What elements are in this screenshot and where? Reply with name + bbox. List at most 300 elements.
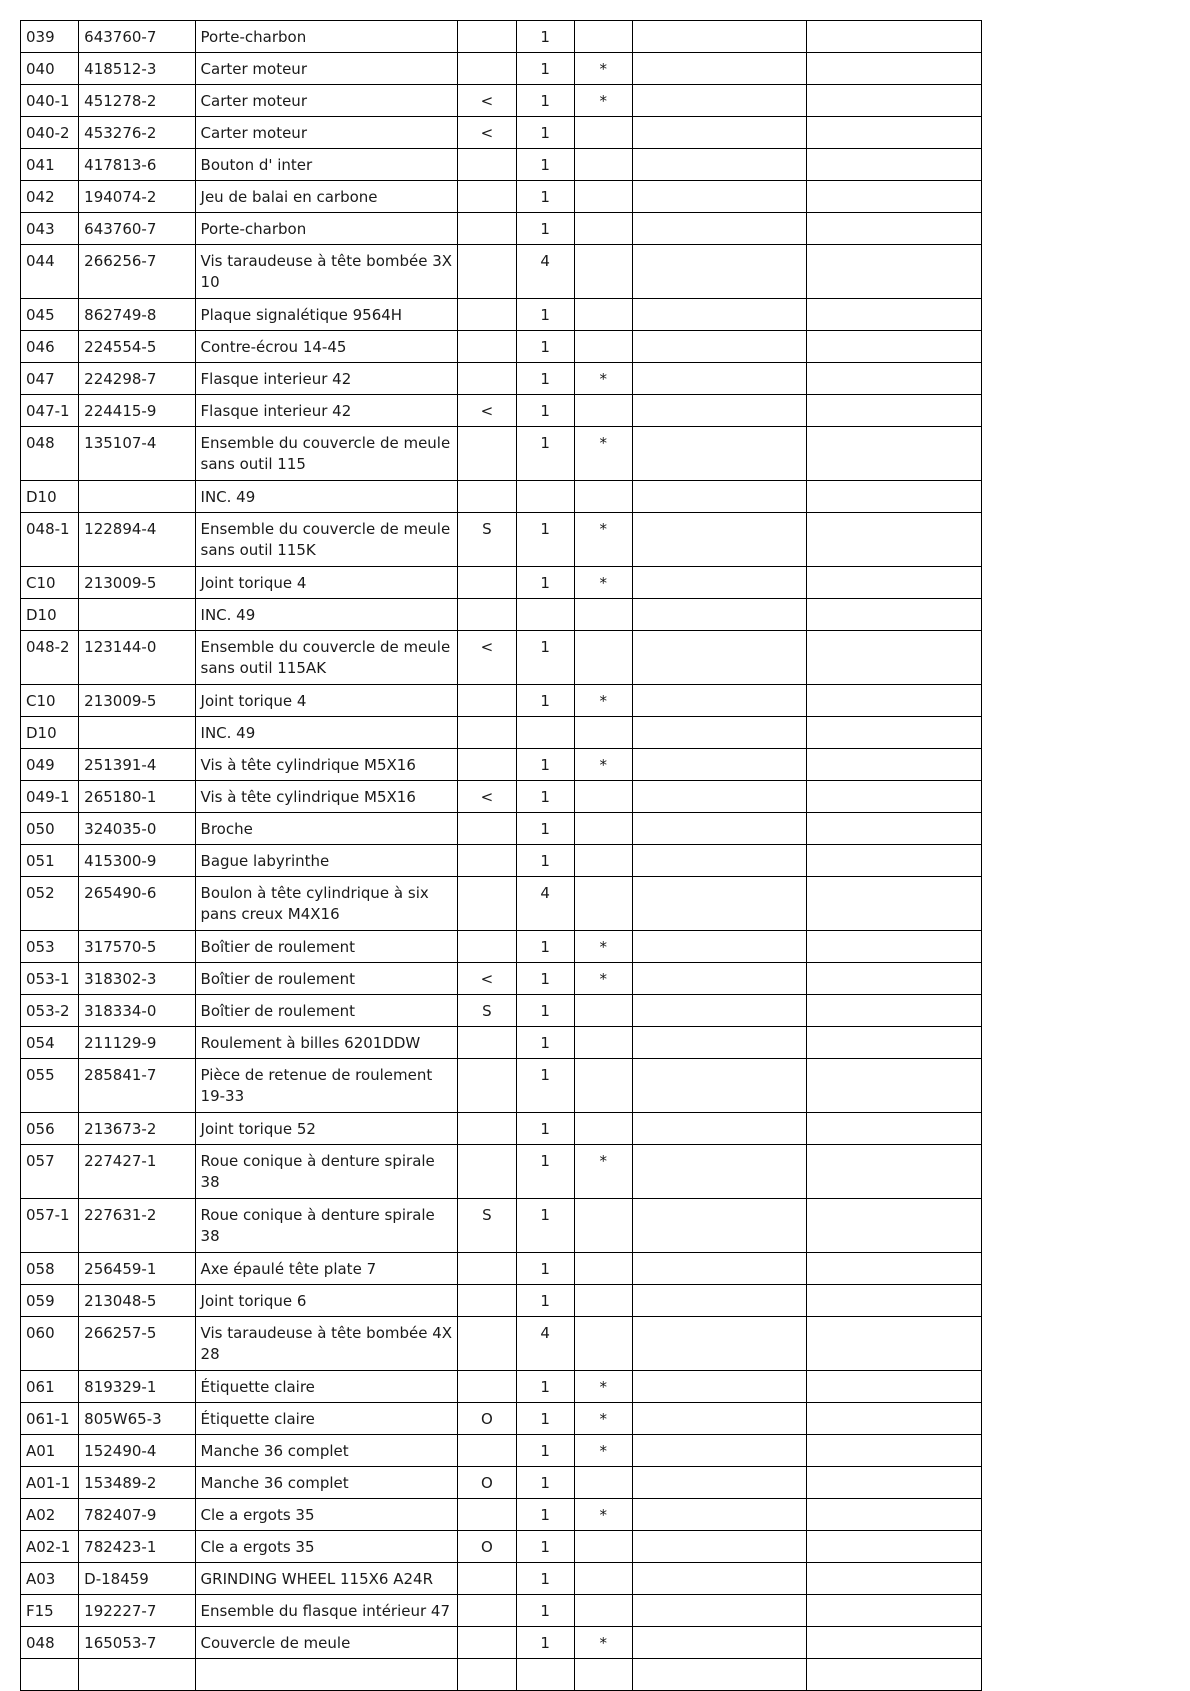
part-number-cell: 862749-8 [79, 299, 195, 331]
quantity-cell: 1 [516, 1253, 574, 1285]
flag-cell [574, 481, 632, 513]
part-number-cell: 165053-7 [79, 1627, 195, 1659]
remarks-cell [807, 363, 982, 395]
notes-cell [632, 1403, 807, 1435]
remarks-cell [807, 1317, 982, 1371]
mark-cell [458, 1145, 516, 1199]
notes-cell [632, 1145, 807, 1199]
part-number-cell: 805W65-3 [79, 1403, 195, 1435]
item-number-cell: 050 [21, 813, 79, 845]
part-number-cell: 227427-1 [79, 1145, 195, 1199]
table-row [21, 1499, 982, 1531]
quantity-cell: 1 [516, 631, 574, 685]
remarks-cell [807, 1467, 982, 1499]
mark-cell: < [458, 395, 516, 427]
description-cell: Axe épaulé tête plate 7 [195, 1253, 458, 1285]
part-number-cell: 266256-7 [79, 245, 195, 299]
flag-cell: * [574, 363, 632, 395]
table-row [21, 85, 982, 117]
part-number-cell [79, 1659, 195, 1691]
flag-cell: * [574, 1627, 632, 1659]
description-cell: Joint torique 6 [195, 1285, 458, 1317]
notes-cell [632, 685, 807, 717]
remarks-cell [807, 1027, 982, 1059]
quantity-cell: 1 [516, 1403, 574, 1435]
notes-cell [632, 599, 807, 631]
quantity-cell: 1 [516, 85, 574, 117]
table-row [21, 1627, 982, 1659]
remarks-cell [807, 1285, 982, 1317]
remarks-cell [807, 685, 982, 717]
description-cell: Cle a ergots 35 [195, 1499, 458, 1531]
remarks-cell [807, 1113, 982, 1145]
part-number-cell: 213009-5 [79, 567, 195, 599]
notes-cell [632, 813, 807, 845]
quantity-cell: 1 [516, 363, 574, 395]
notes-cell [632, 1563, 807, 1595]
quantity-cell: 1 [516, 1059, 574, 1113]
notes-cell [632, 117, 807, 149]
description-cell: Boulon à tête cylindrique à six pans creux M4X16 [195, 877, 458, 931]
description-cell: Couvercle de meule [195, 1627, 458, 1659]
mark-cell: S [458, 1199, 516, 1253]
remarks-cell [807, 299, 982, 331]
description-cell: Roulement à billes 6201DDW [195, 1027, 458, 1059]
notes-cell [632, 1499, 807, 1531]
notes-cell [632, 1659, 807, 1691]
table-row [21, 181, 982, 213]
table-row [21, 1113, 982, 1145]
notes-cell [632, 1595, 807, 1627]
table-row [21, 685, 982, 717]
flag-cell [574, 1027, 632, 1059]
flag-cell: * [574, 963, 632, 995]
item-number-cell: 040-2 [21, 117, 79, 149]
notes-cell [632, 1027, 807, 1059]
flag-cell [574, 149, 632, 181]
table-row [21, 299, 982, 331]
notes-cell [632, 963, 807, 995]
quantity-cell: 1 [516, 685, 574, 717]
mark-cell [458, 213, 516, 245]
mark-cell [458, 1371, 516, 1403]
flag-cell [574, 1199, 632, 1253]
notes-cell [632, 181, 807, 213]
description-cell: Roue conique à denture spirale 38 [195, 1145, 458, 1199]
table-row [21, 331, 982, 363]
flag-cell [574, 845, 632, 877]
remarks-cell [807, 749, 982, 781]
item-number-cell: 060 [21, 1317, 79, 1371]
quantity-cell: 1 [516, 1563, 574, 1595]
item-number-cell: A01 [21, 1435, 79, 1467]
flag-cell [574, 395, 632, 427]
item-number-cell: 053-2 [21, 995, 79, 1027]
item-number-cell: D10 [21, 717, 79, 749]
description-cell: Porte-charbon [195, 21, 458, 53]
mark-cell [458, 1059, 516, 1113]
description-cell: Joint torique 52 [195, 1113, 458, 1145]
remarks-cell [807, 599, 982, 631]
table-row [21, 53, 982, 85]
remarks-cell [807, 245, 982, 299]
notes-cell [632, 1253, 807, 1285]
flag-cell: * [574, 1371, 632, 1403]
table-row [21, 631, 982, 685]
flag-cell [574, 995, 632, 1027]
remarks-cell [807, 331, 982, 363]
notes-cell [632, 427, 807, 481]
quantity-cell: 1 [516, 781, 574, 813]
quantity-cell: 1 [516, 567, 574, 599]
mark-cell [458, 299, 516, 331]
mark-cell: O [458, 1531, 516, 1563]
item-number-cell: A02-1 [21, 1531, 79, 1563]
part-number-cell: 451278-2 [79, 85, 195, 117]
remarks-cell [807, 1371, 982, 1403]
flag-cell [574, 1113, 632, 1145]
description-cell: Bague labyrinthe [195, 845, 458, 877]
description-cell: Flasque interieur 42 [195, 363, 458, 395]
table-row [21, 1371, 982, 1403]
part-number-cell: 265180-1 [79, 781, 195, 813]
description-cell: Étiquette claire [195, 1371, 458, 1403]
flag-cell: * [574, 1145, 632, 1199]
description-cell: Vis taraudeuse à tête bombée 4X 28 [195, 1317, 458, 1371]
part-number-cell: 227631-2 [79, 1199, 195, 1253]
table-row [21, 1317, 982, 1371]
quantity-cell: 1 [516, 749, 574, 781]
quantity-cell: 1 [516, 1371, 574, 1403]
remarks-cell [807, 1145, 982, 1199]
flag-cell: * [574, 513, 632, 567]
part-number-cell: 317570-5 [79, 931, 195, 963]
description-cell: Bouton d' inter [195, 149, 458, 181]
item-number-cell: 051 [21, 845, 79, 877]
notes-cell [632, 717, 807, 749]
item-number-cell: 061 [21, 1371, 79, 1403]
table-row [21, 1563, 982, 1595]
description-cell: Ensemble du flasque intérieur 47 [195, 1595, 458, 1627]
quantity-cell: 1 [516, 1113, 574, 1145]
mark-cell [458, 599, 516, 631]
description-cell: Ensemble du couvercle de meule sans outil 115 [195, 427, 458, 481]
description-cell: Flasque interieur 42 [195, 395, 458, 427]
part-number-cell: 318334-0 [79, 995, 195, 1027]
notes-cell [632, 1467, 807, 1499]
quantity-cell: 1 [516, 395, 574, 427]
quantity-cell: 1 [516, 1435, 574, 1467]
description-cell: Manche 36 complet [195, 1435, 458, 1467]
parts-list-page [20, 20, 982, 1691]
table-row [21, 1659, 982, 1691]
notes-cell [632, 781, 807, 813]
item-number-cell: 057-1 [21, 1199, 79, 1253]
table-row [21, 363, 982, 395]
item-number-cell: 041 [21, 149, 79, 181]
notes-cell [632, 21, 807, 53]
part-number-cell: 266257-5 [79, 1317, 195, 1371]
item-number-cell: 053 [21, 931, 79, 963]
remarks-cell [807, 567, 982, 599]
flag-cell [574, 21, 632, 53]
table-row [21, 149, 982, 181]
description-cell: Ensemble du couvercle de meule sans outil 115AK [195, 631, 458, 685]
notes-cell [632, 1371, 807, 1403]
notes-cell [632, 53, 807, 85]
quantity-cell: 1 [516, 1027, 574, 1059]
part-number-cell: 213009-5 [79, 685, 195, 717]
item-number-cell: 048-1 [21, 513, 79, 567]
item-number-cell: D10 [21, 599, 79, 631]
mark-cell [458, 1595, 516, 1627]
part-number-cell: 643760-7 [79, 213, 195, 245]
item-number-cell: 045 [21, 299, 79, 331]
flag-cell [574, 781, 632, 813]
quantity-cell: 1 [516, 963, 574, 995]
item-number-cell: 057 [21, 1145, 79, 1199]
flag-cell [574, 1659, 632, 1691]
flag-cell [574, 1563, 632, 1595]
notes-cell [632, 1531, 807, 1563]
quantity-cell: 1 [516, 21, 574, 53]
notes-cell [632, 877, 807, 931]
description-cell: Porte-charbon [195, 213, 458, 245]
table-row [21, 21, 982, 53]
item-number-cell: 049-1 [21, 781, 79, 813]
mark-cell [458, 567, 516, 599]
table-row [21, 1595, 982, 1627]
quantity-cell: 1 [516, 117, 574, 149]
remarks-cell [807, 813, 982, 845]
description-cell: Pièce de retenue de roulement 19-33 [195, 1059, 458, 1113]
table-row [21, 813, 982, 845]
mark-cell [458, 1627, 516, 1659]
remarks-cell [807, 149, 982, 181]
mark-cell [458, 1435, 516, 1467]
flag-cell: * [574, 1499, 632, 1531]
remarks-cell [807, 85, 982, 117]
item-number-cell: D10 [21, 481, 79, 513]
part-number-cell: 224298-7 [79, 363, 195, 395]
flag-cell [574, 813, 632, 845]
flag-cell [574, 1531, 632, 1563]
table-row [21, 1531, 982, 1563]
part-number-cell: 265490-6 [79, 877, 195, 931]
mark-cell [458, 427, 516, 481]
quantity-cell: 1 [516, 995, 574, 1027]
quantity-cell: 1 [516, 1627, 574, 1659]
mark-cell: < [458, 631, 516, 685]
flag-cell [574, 1317, 632, 1371]
item-number-cell: 054 [21, 1027, 79, 1059]
description-cell: Roue conique à denture spirale 38 [195, 1199, 458, 1253]
description-cell: Vis à tête cylindrique M5X16 [195, 781, 458, 813]
mark-cell: S [458, 995, 516, 1027]
item-number-cell: 048 [21, 1627, 79, 1659]
table-row [21, 117, 982, 149]
remarks-cell [807, 1199, 982, 1253]
table-row [21, 1467, 982, 1499]
part-number-cell: 417813-6 [79, 149, 195, 181]
part-number-cell: 782423-1 [79, 1531, 195, 1563]
mark-cell [458, 717, 516, 749]
item-number-cell: A01-1 [21, 1467, 79, 1499]
table-row [21, 1059, 982, 1113]
item-number-cell: A02 [21, 1499, 79, 1531]
flag-cell [574, 331, 632, 363]
table-row [21, 513, 982, 567]
item-number-cell: F15 [21, 1595, 79, 1627]
description-cell: Manche 36 complet [195, 1467, 458, 1499]
flag-cell: * [574, 1403, 632, 1435]
part-number-cell: 153489-2 [79, 1467, 195, 1499]
item-number-cell: 047-1 [21, 395, 79, 427]
mark-cell [458, 1113, 516, 1145]
flag-cell [574, 1595, 632, 1627]
mark-cell [458, 1027, 516, 1059]
remarks-cell [807, 21, 982, 53]
parts-table-body [21, 21, 982, 1691]
remarks-cell [807, 181, 982, 213]
table-row [21, 427, 982, 481]
description-cell: Joint torique 4 [195, 685, 458, 717]
quantity-cell: 1 [516, 1467, 574, 1499]
description-cell: Carter moteur [195, 53, 458, 85]
part-number-cell: 123144-0 [79, 631, 195, 685]
quantity-cell: 1 [516, 1285, 574, 1317]
table-row [21, 1285, 982, 1317]
item-number-cell: 043 [21, 213, 79, 245]
flag-cell [574, 245, 632, 299]
notes-cell [632, 1627, 807, 1659]
item-number-cell: 039 [21, 21, 79, 53]
mark-cell [458, 1563, 516, 1595]
quantity-cell: 1 [516, 1499, 574, 1531]
mark-cell: S [458, 513, 516, 567]
table-row [21, 931, 982, 963]
remarks-cell [807, 1499, 982, 1531]
flag-cell [574, 1467, 632, 1499]
notes-cell [632, 1113, 807, 1145]
item-number-cell: 047 [21, 363, 79, 395]
part-number-cell: 318302-3 [79, 963, 195, 995]
mark-cell: < [458, 963, 516, 995]
notes-cell [632, 1059, 807, 1113]
quantity-cell: 1 [516, 181, 574, 213]
flag-cell: * [574, 53, 632, 85]
quantity-cell [516, 481, 574, 513]
remarks-cell [807, 877, 982, 931]
remarks-cell [807, 513, 982, 567]
table-row [21, 1403, 982, 1435]
part-number-cell: 194074-2 [79, 181, 195, 213]
mark-cell: < [458, 781, 516, 813]
table-row [21, 213, 982, 245]
notes-cell [632, 395, 807, 427]
remarks-cell [807, 1059, 982, 1113]
flag-cell [574, 1059, 632, 1113]
mark-cell [458, 685, 516, 717]
mark-cell [458, 245, 516, 299]
table-row [21, 567, 982, 599]
notes-cell [632, 567, 807, 599]
mark-cell [458, 931, 516, 963]
part-number-cell: 122894-4 [79, 513, 195, 567]
quantity-cell: 4 [516, 1317, 574, 1371]
quantity-cell: 1 [516, 1595, 574, 1627]
part-number-cell: 415300-9 [79, 845, 195, 877]
part-number-cell [79, 481, 195, 513]
quantity-cell [516, 1659, 574, 1691]
flag-cell: * [574, 427, 632, 481]
description-cell: Jeu de balai en carbone [195, 181, 458, 213]
quantity-cell: 1 [516, 931, 574, 963]
table-row [21, 963, 982, 995]
mark-cell [458, 1285, 516, 1317]
remarks-cell [807, 1659, 982, 1691]
table-row [21, 781, 982, 813]
mark-cell [458, 331, 516, 363]
notes-cell [632, 363, 807, 395]
item-number-cell: 040 [21, 53, 79, 85]
flag-cell: * [574, 567, 632, 599]
remarks-cell [807, 995, 982, 1027]
table-row [21, 1199, 982, 1253]
notes-cell [632, 299, 807, 331]
remarks-cell [807, 427, 982, 481]
part-number-cell: 213673-2 [79, 1113, 195, 1145]
mark-cell [458, 1317, 516, 1371]
parts-table [20, 20, 982, 1691]
part-number-cell: D-18459 [79, 1563, 195, 1595]
notes-cell [632, 1285, 807, 1317]
remarks-cell [807, 1563, 982, 1595]
flag-cell [574, 117, 632, 149]
part-number-cell: 324035-0 [79, 813, 195, 845]
mark-cell [458, 53, 516, 85]
part-number-cell: 418512-3 [79, 53, 195, 85]
description-cell: INC. 49 [195, 481, 458, 513]
part-number-cell: 213048-5 [79, 1285, 195, 1317]
quantity-cell [516, 717, 574, 749]
quantity-cell: 1 [516, 1199, 574, 1253]
description-cell: INC. 49 [195, 599, 458, 631]
description-cell: GRINDING WHEEL 115X6 A24R [195, 1563, 458, 1595]
part-number-cell [79, 599, 195, 631]
table-row [21, 1145, 982, 1199]
part-number-cell: 251391-4 [79, 749, 195, 781]
mark-cell [458, 1659, 516, 1691]
part-number-cell: 211129-9 [79, 1027, 195, 1059]
mark-cell [458, 877, 516, 931]
item-number-cell: 046 [21, 331, 79, 363]
description-cell: Plaque signalétique 9564H [195, 299, 458, 331]
item-number-cell: 049 [21, 749, 79, 781]
notes-cell [632, 1199, 807, 1253]
part-number-cell: 819329-1 [79, 1371, 195, 1403]
quantity-cell: 4 [516, 245, 574, 299]
flag-cell: * [574, 685, 632, 717]
table-row [21, 395, 982, 427]
description-cell: Boîtier de roulement [195, 931, 458, 963]
part-number-cell: 152490-4 [79, 1435, 195, 1467]
quantity-cell: 1 [516, 299, 574, 331]
notes-cell [632, 149, 807, 181]
notes-cell [632, 213, 807, 245]
flag-cell: * [574, 749, 632, 781]
description-cell: Boîtier de roulement [195, 963, 458, 995]
